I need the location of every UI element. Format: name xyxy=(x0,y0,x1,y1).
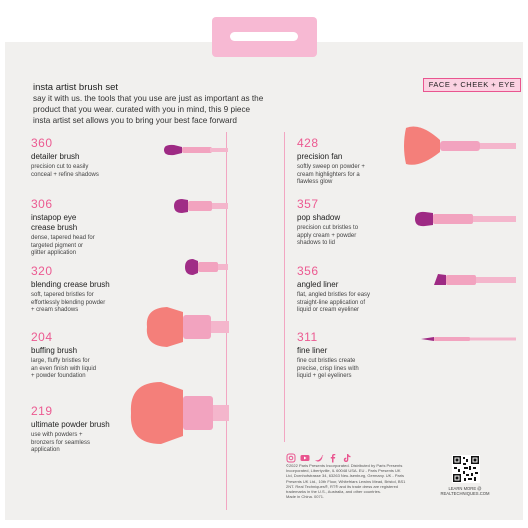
desc-line: apply cream + powder xyxy=(297,232,357,239)
ultimate-powder-brush-image xyxy=(125,378,229,448)
youtube-icon[interactable] xyxy=(300,450,310,460)
angled-liner-brush-image xyxy=(432,271,516,289)
brush-number: 306 xyxy=(31,197,53,211)
category-tag: FACE + CHEEK + EYE xyxy=(423,78,521,92)
brush-item-320 xyxy=(31,265,110,315)
brush-name: pop shadow xyxy=(297,213,341,222)
precision-fan-brush-image xyxy=(402,122,516,170)
desc-line: fine cut bristles create xyxy=(297,358,356,364)
legal-line: Presents UK Ltd., 10th Floor, Whitefriars Lewins Mead, Bristol, BS1 xyxy=(286,478,406,484)
intro-text xyxy=(33,93,363,126)
intro-line: say it with us. the tools that you use are just as important as the xyxy=(33,94,264,103)
brush-name-line2: crease brush xyxy=(31,223,78,232)
brush-desc xyxy=(31,235,95,258)
legal-line: Made in China. 0071. xyxy=(286,494,325,500)
brush-number: 428 xyxy=(297,136,319,150)
desc-line: application xyxy=(31,447,60,454)
website-link[interactable]: REALTECHNIQUES.COM xyxy=(440,491,490,497)
brush-item-219 xyxy=(31,405,110,455)
desc-line: dense, tapered head for xyxy=(31,235,95,241)
brush-number: 357 xyxy=(297,197,319,211)
desc-line: + powder foundation xyxy=(31,373,86,380)
legal-line: ©2022 Paris Presents Incorporated. Distributed by Paris Presents xyxy=(286,463,403,468)
brush-desc xyxy=(31,292,110,315)
learn-more-line: LEARN MORE @ xyxy=(448,486,482,491)
instagram-icon[interactable] xyxy=(286,450,296,460)
desc-line: bronzers for seamless xyxy=(31,439,91,446)
brush-number: 356 xyxy=(297,264,319,278)
desc-line: liquid + gel eyeliners xyxy=(297,373,352,380)
twitter-icon[interactable] xyxy=(314,450,324,460)
brush-name: precision fan xyxy=(297,152,343,161)
brush-item-357 xyxy=(297,198,358,248)
legal-line: trademarks in the U.S., Australia, and other countries. xyxy=(286,489,381,495)
desc-line: targeted pigment or xyxy=(31,242,84,249)
brush-desc xyxy=(297,292,370,315)
desc-line: cream highlighters for a xyxy=(297,171,360,178)
brush-name: ultimate powder brush xyxy=(31,420,110,429)
desc-line: an even finish with liquid xyxy=(31,365,97,372)
brush-item-306 xyxy=(31,198,95,258)
desc-line: precision cut to easily xyxy=(31,164,89,170)
brush-item-204 xyxy=(31,331,96,381)
product-title: insta artist brush set xyxy=(33,82,119,93)
desc-line: flawless glow xyxy=(297,179,333,186)
facebook-icon[interactable] xyxy=(328,450,338,460)
brush-item-356 xyxy=(297,265,370,315)
desc-line: + cream shadows xyxy=(31,307,79,314)
brush-name: detailer brush xyxy=(31,152,80,161)
legal-line: Ltd, Dornhofstrasse 34, 63263 Neu-Isenburg, Germany. UK - Paris xyxy=(286,473,404,479)
brush-item-311 xyxy=(297,331,359,381)
social-icons xyxy=(286,450,352,460)
desc-line: straight-line application of xyxy=(297,299,366,306)
legal-line: Incorporated, Libertyville, IL 60048 USA. EU - Paris Presents UK xyxy=(286,468,401,474)
brush-number: 311 xyxy=(297,330,318,344)
brush-name: angled liner xyxy=(297,280,339,289)
desc-line: flat, angled bristles for easy xyxy=(297,292,371,298)
brush-desc xyxy=(31,432,110,455)
desc-line: liquid or cream eyeliner xyxy=(297,307,360,314)
right-rail-line xyxy=(284,132,285,442)
learn-more-text xyxy=(434,486,496,497)
instapop-eye-crease-brush-image xyxy=(172,196,228,216)
desc-line: precision cut bristles to xyxy=(297,225,359,231)
brush-number: 360 xyxy=(31,136,53,150)
qr-code-icon[interactable] xyxy=(452,455,480,483)
blending-crease-brush-image xyxy=(184,257,228,277)
legal-line: 2NT. Real Techniques®, RT® and its trade dress are registered xyxy=(286,483,399,489)
tiktok-icon[interactable] xyxy=(342,450,352,460)
desc-line: use with powders + xyxy=(31,432,83,438)
brush-item-428 xyxy=(297,137,365,187)
desc-line: conceal + refine shadows xyxy=(31,171,99,178)
brush-name: blending crease brush xyxy=(31,280,110,289)
desc-line: softly sweep on powder + xyxy=(297,164,365,170)
brush-desc xyxy=(297,225,358,248)
brush-name: buffing brush xyxy=(31,346,78,355)
brush-name: instapop eye xyxy=(31,213,77,222)
desc-line: precise, crisp lines with xyxy=(297,365,359,372)
intro-line: insta artist set allows you to bring your best face forward xyxy=(33,116,237,125)
brush-desc xyxy=(297,164,365,187)
brush-desc xyxy=(31,358,96,381)
brush-desc xyxy=(297,358,359,381)
brush-number: 204 xyxy=(31,330,53,344)
brush-item-360 xyxy=(31,137,99,179)
desc-line: large, fluffy bristles for xyxy=(31,358,90,364)
brush-desc xyxy=(31,164,99,179)
pop-shadow-brush-image xyxy=(413,209,516,229)
legal-text xyxy=(286,463,436,499)
buffing-brush-image xyxy=(143,304,229,350)
brush-number: 219 xyxy=(31,404,53,418)
brush-number: 320 xyxy=(31,264,53,278)
desc-line: effortlessly blending powder xyxy=(31,299,106,306)
desc-line: soft, tapered bristles for xyxy=(31,292,94,298)
desc-line: glitter application xyxy=(31,250,77,257)
fine-liner-brush-image xyxy=(420,334,516,344)
desc-line: shadows to lid xyxy=(297,240,336,247)
detailer-brush-image xyxy=(162,141,228,159)
intro-line: product that you wear. curated with you in mind, this 9 piece xyxy=(33,105,251,114)
brush-name: fine liner xyxy=(297,346,328,355)
hang-hole xyxy=(230,32,298,41)
